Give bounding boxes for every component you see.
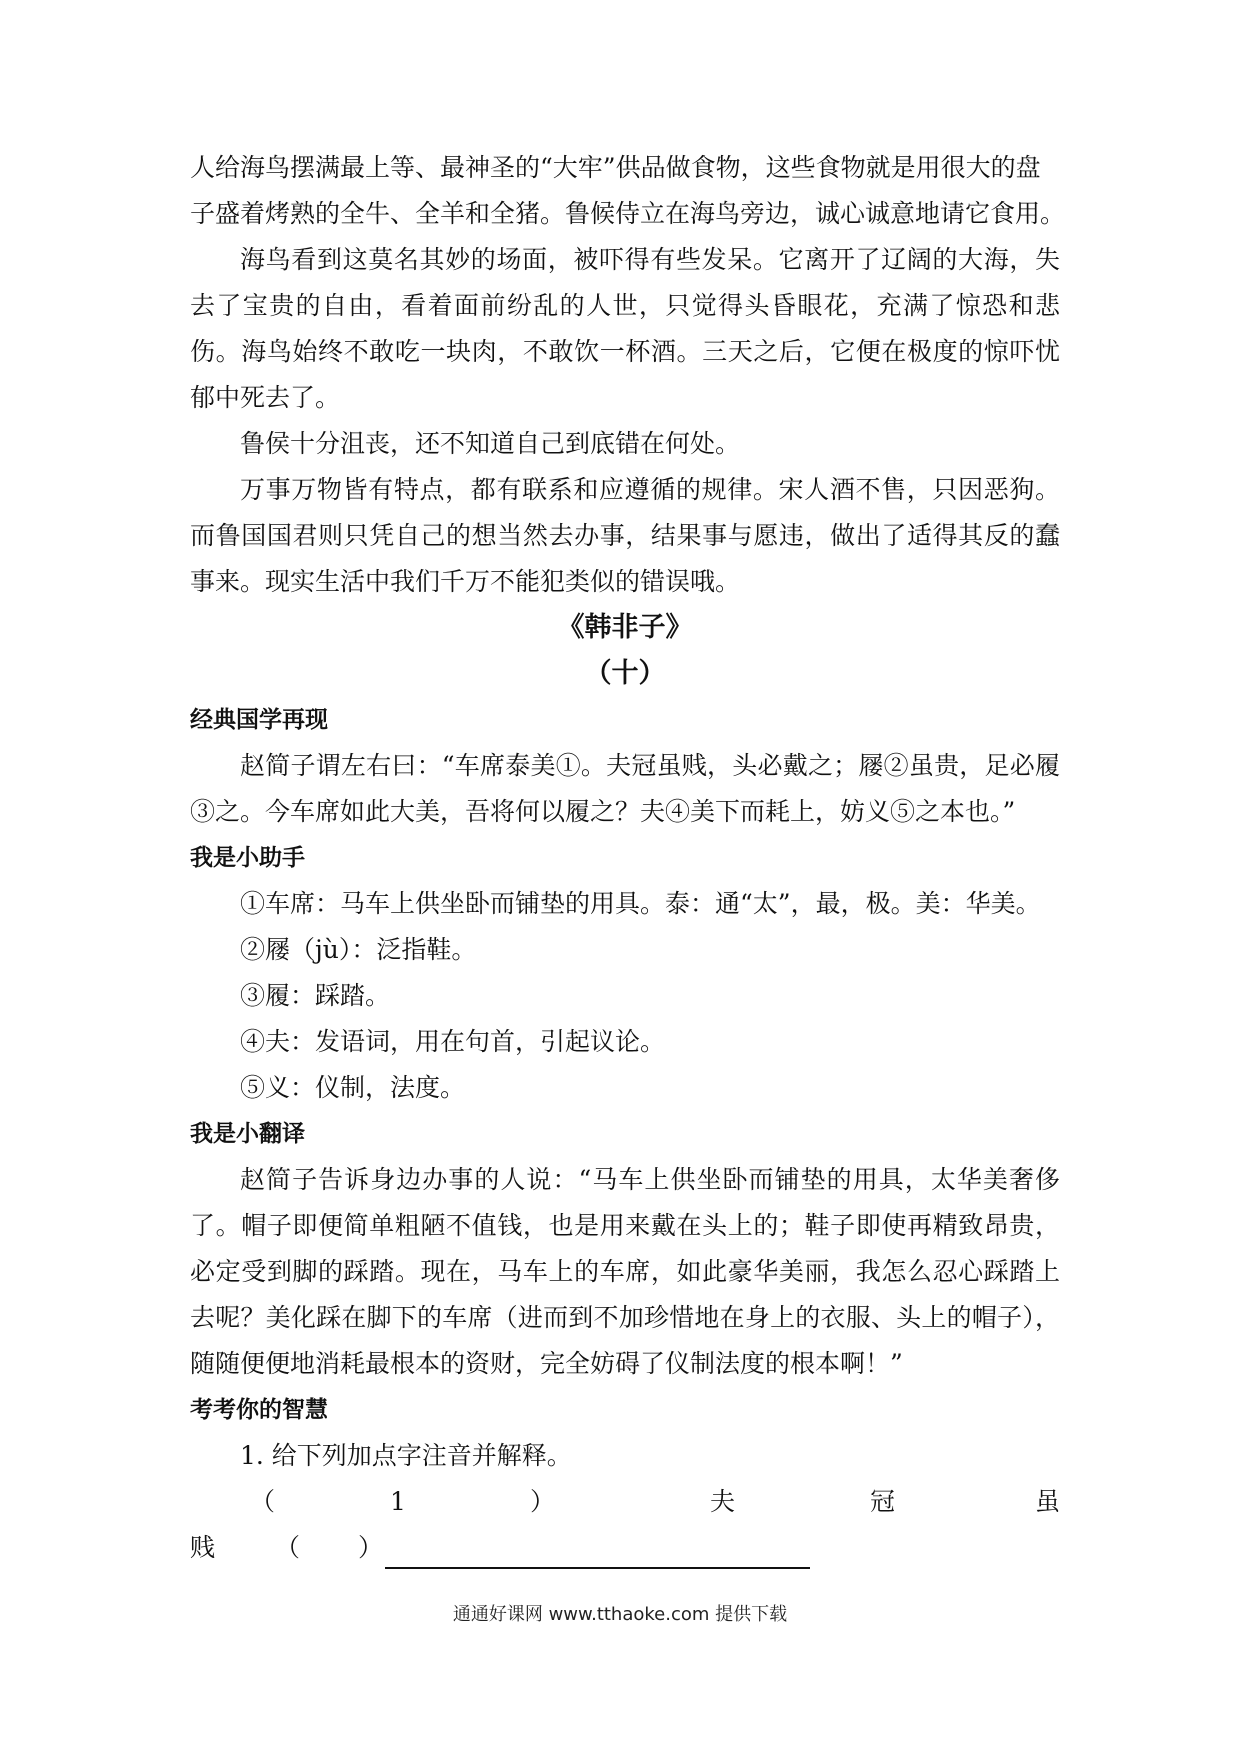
section-heading-translation: 我是小翻译 — [190, 1121, 305, 1147]
quiz-item-1-row — [190, 1479, 1060, 1525]
item-char-sui: 虽 — [1035, 1487, 1061, 1516]
footer-credit: 通通好课网 www.tthaoke.com 提供下载 — [452, 1604, 788, 1625]
section-heading-helper: 我是小助手 — [190, 845, 305, 871]
item-close-paren: ） — [530, 1487, 556, 1516]
section-heading-quiz: 考考你的智慧 — [190, 1397, 328, 1423]
passage-paragraph-moral: 万事万物皆有特点，都有联系和应遵循的规律。宋人酒不售，只因恶狗。而鲁国国君则只凭自己的想当然去办事，结果事与愿违，做出了适得其反的蠢事来。现实生活中我们千万不能犯类似的错误哦。 — [190, 475, 1060, 596]
item-char-guan: 冠 — [870, 1487, 896, 1516]
note-3: ③履：踩踏。 — [240, 981, 391, 1010]
note-2: ②屦（jù）：泛指鞋。 — [240, 935, 477, 964]
note-5: ⑤义：仪制，法度。 — [240, 1073, 466, 1102]
item-char-jian: 贱 — [190, 1533, 216, 1562]
passage-line-1: 人给海鸟摆满最上等、最神圣的“大牢”供品做食物，这些食物就是用很大的盘 — [190, 153, 1041, 182]
item-number: 1 — [390, 1487, 406, 1516]
classic-text: 赵简子谓左右曰：“车席泰美①。夫冠虽贱，头必戴之；屦②虽贵，足必履③之。今车席如此大美，吾将何以履之？夫④美下而耗上，妨义⑤之本也。” — [190, 751, 1060, 826]
chapter-title: 《韩非子》 — [557, 612, 693, 643]
quiz-question-1: 1. 给下列加点字注音并解释。 — [240, 1441, 572, 1470]
passage-line-2: 子盛着烤熟的全牛、全羊和全猪。鲁候侍立在海鸟旁边，诚心诚意地请它食用。 — [190, 199, 1066, 228]
section-heading-classic: 经典国学再现 — [190, 707, 328, 733]
note-4: ④夫：发语词，用在句首，引起议论。 — [240, 1027, 666, 1056]
passage-paragraph-lord: 鲁侯十分沮丧，还不知道自己到底错在何处。 — [240, 429, 741, 458]
chapter-number: （十） — [584, 658, 666, 689]
translation-text: 赵简子告诉身边办事的人说：“马车上供坐卧而铺垫的用具，太华美奢侈了。帽子即便简单粗陋不值钱，也是用来戴在头上的；鞋子即使再精致昂贵，必定受到脚的踩踏。现在，马车上的车席，如此豪华美丽，我怎么忍心踩踏上去呢？美化踩在脚下的车席（进而到不加珍惜地在身上的衣服、头上的帽子），随随便便地消耗最根本的资财，完全妨碍了仪制法度的根本啊！” — [190, 1165, 1060, 1378]
note-1: ①车席：马车上供坐卧而铺垫的用具。泰：通“太”，最，极。美：华美。 — [240, 889, 1041, 918]
answer-close-paren: ） — [358, 1533, 384, 1562]
document-page — [190, 145, 1066, 1571]
quiz-item-1-answer-row — [190, 1525, 1060, 1571]
item-char-fu: 夫 — [710, 1487, 736, 1516]
item-open-paren: （ — [250, 1487, 276, 1516]
answer-blank-line[interactable] — [385, 1567, 810, 1569]
answer-open-paren: （ — [275, 1533, 301, 1562]
passage-paragraph-seabird: 海鸟看到这莫名其妙的场面，被吓得有些发呆。它离开了辽阔的大海，失去了宝贵的自由，看着面前纷乱的人世，只觉得头昏眼花，充满了惊恐和悲伤。海鸟始终不敢吃一块肉，不敢饮一杯酒。三天之后，它便在极度的惊吓忧郁中死去了。 — [190, 245, 1060, 412]
